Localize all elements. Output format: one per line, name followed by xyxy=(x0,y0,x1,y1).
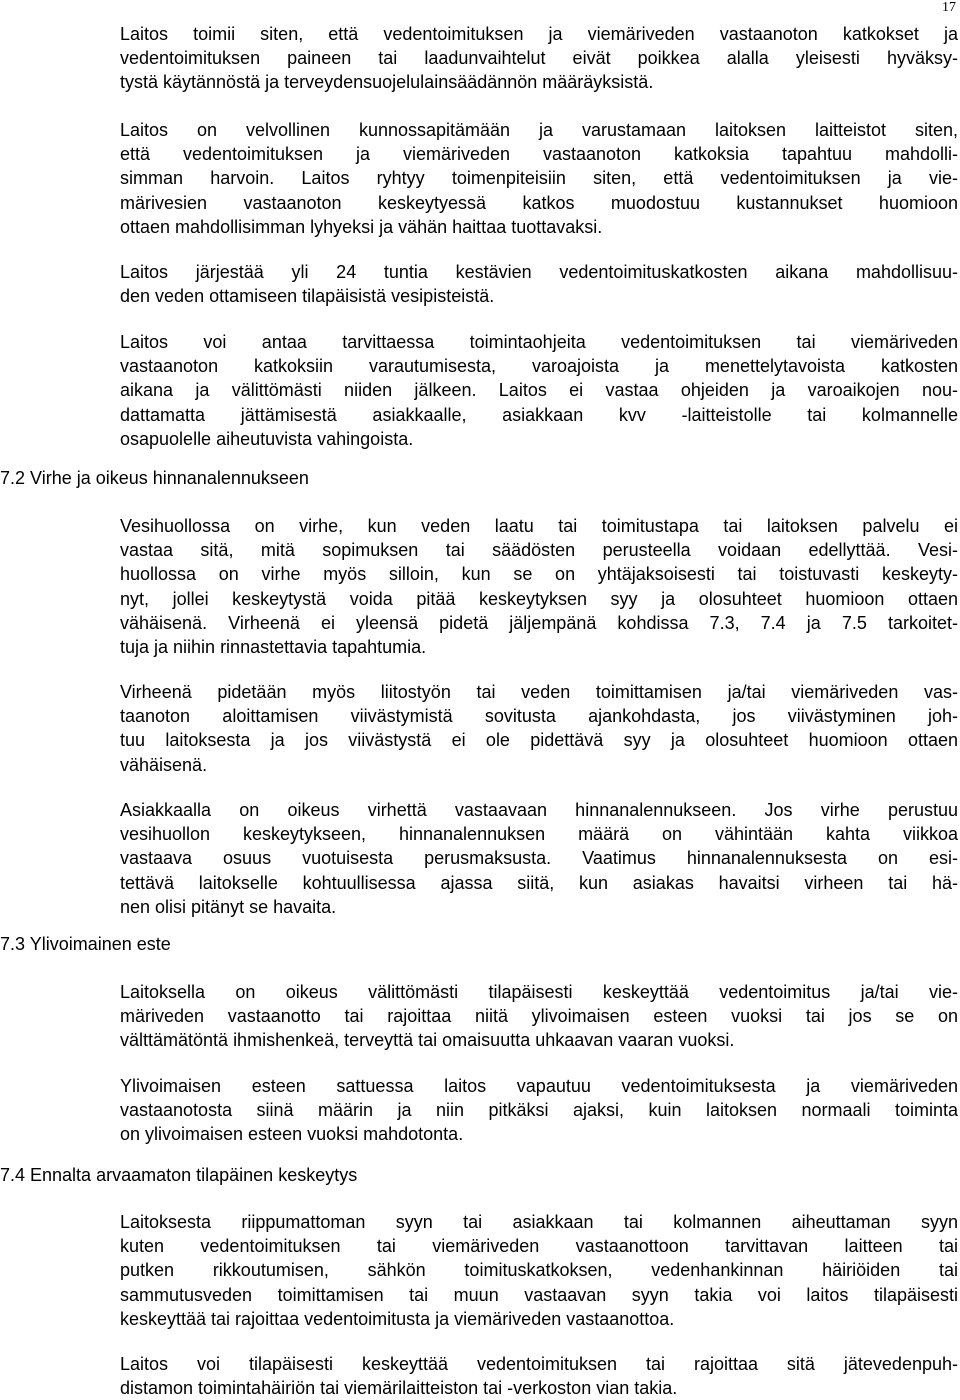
text-line: vastaa sitä, mitä sopimuksen tai säädösten perusteella voidaan edellyttää. Vesi- xyxy=(120,540,958,561)
text-line: nen olisi pitänyt se havaita. xyxy=(120,896,337,917)
text-line: Laitos järjestää yli 24 tuntia kestävien vedentoimituskatkosten aikana mahdollisuu- xyxy=(120,262,958,282)
paragraph xyxy=(120,680,958,777)
text-line: distamon toimintahäiriön tai viemärilaitteiston tai -verkoston vian takia. xyxy=(120,1378,678,1399)
text-line: vastaava osuus vuotuisesta perusmaksusta. Vaatimus hinnanalennuksesta on esi- xyxy=(120,848,958,869)
paragraph xyxy=(120,118,958,239)
text-line: Laitos on velvollinen kunnossapitämään ja varustamaan laitoksen laitteistot siten, xyxy=(120,120,958,140)
text-line: Laitos toimii siten, että vedentoimituksen ja viemäriveden vastaanoton katkokset ja xyxy=(120,24,958,44)
text-line: keskeyttää tai rajoittaa vedentoimitusta ja viemäriveden vastaanottoa. xyxy=(120,1308,675,1329)
text-line: tettävä laitokselle kohtuullisessa ajassa siitä, kun asiakas havaitsi virheen tai hä- xyxy=(120,872,958,893)
text-line: vähäisenä. xyxy=(120,754,208,775)
text-line: vedentoimituksen paineen tai laadunvaihtelut eivät poikkea alalla yleisesti hyväksy- xyxy=(120,48,958,69)
text-line: Asiakkaalla on oikeus virhettä vastaavaan hinnanalennukseen. Jos virhe perustuu xyxy=(120,800,958,820)
text-line: vastaanotosta siinä määrin ja niin pitkäksi ajaksi, kuin laitoksen normaali toiminta xyxy=(120,1100,958,1121)
page-number: 17 xyxy=(942,0,956,15)
paragraph xyxy=(120,798,958,919)
section-heading: 7.3 Ylivoimainen este xyxy=(0,934,171,954)
text-line: ottaen mahdollisimman lyhyeksi ja vähän haittaa tuottavaksi. xyxy=(120,216,603,237)
text-line: vastaanoton katkoksiin varautumisesta, varoajoista ja menettelytavoista katkosten xyxy=(120,356,958,377)
paragraph xyxy=(120,1210,958,1331)
text-line: Ylivoimaisen esteen sattuessa laitos vapautuu vedentoimituksesta ja viemäriveden xyxy=(120,1076,958,1096)
paragraph xyxy=(120,1074,958,1147)
text-line: osapuolelle aiheutuvista vahingoista. xyxy=(120,428,414,449)
text-line: tystä käytännöstä ja terveydensuojelulainsäädännön määräyksistä. xyxy=(120,72,654,93)
text-line: vähäisenä. Virheenä ei yleensä pidetä jäljempänä kohdissa 7.3, 7.4 ja 7.5 tarkoitet- xyxy=(120,612,958,633)
text-line: tuu laitoksesta ja jos viivästystä ei ole pidettävä syy ja olosuhteet huomioon ottaen xyxy=(120,730,958,751)
text-line: taanoton aloittamisen viivästymistä sovitusta ajankohdasta, jos viivästyminen joh- xyxy=(120,706,958,727)
text-line: putken rikkoutumisen, sähkön toimituskatkoksen, vedenhankinnan häiriöiden tai xyxy=(120,1260,958,1281)
text-line: on ylivoimaisen esteen vuoksi mahdotonta. xyxy=(120,1124,464,1145)
text-line: Laitoksesta riippumattoman syyn tai asiakkaan tai kolmannen aiheuttaman syyn xyxy=(120,1212,958,1232)
text-line: Laitos voi tilapäisesti keskeyttää vedentoimituksen tai rajoittaa sitä jätevedenpuh- xyxy=(120,1354,958,1374)
text-line: vesihuollon keskeytykseen, hinnanalennuksen määrä on vähintään kahta viikkoa xyxy=(120,824,958,845)
text-line: märiveden vastaanotto tai rajoittaa niitä ylivoimaisen esteen vuoksi tai jos se on xyxy=(120,1006,958,1027)
paragraph xyxy=(120,22,958,95)
text-line: Vesihuollossa on virhe, kun veden laatu tai toimitustapa tai laitoksen palvelu ei xyxy=(120,516,958,536)
text-line: sammutusveden toimittamisen tai muun vastaavan syyn takia voi laitos tilapäisesti xyxy=(120,1284,958,1305)
paragraph xyxy=(120,980,958,1053)
section-heading: 7.4 Ennalta arvaamaton tilapäinen keskeytys xyxy=(0,1165,358,1185)
paragraph xyxy=(120,1352,958,1400)
text-line: kuten vedentoimituksen tai viemäriveden vastaanottoon tarvittavan laitteen tai xyxy=(120,1236,958,1257)
section-heading: 7.2 Virhe ja oikeus hinnanalennukseen xyxy=(0,468,309,488)
text-line: nyt, jollei keskeytystä voida pitää keskeytyksen syy ja olosuhteet huomioon ottaen xyxy=(120,588,958,609)
paragraph xyxy=(120,260,958,308)
text-line: välttämätöntä ihmishenkeä, terveyttä tai omaisuutta uhkaavan vaaran vuoksi. xyxy=(120,1030,735,1051)
text-line: Laitos voi antaa tarvittaessa toimintaohjeita vedentoimituksen tai viemäriveden xyxy=(120,332,958,352)
text-line: den veden ottamiseen tilapäisistä vesipisteistä. xyxy=(120,286,495,307)
text-line: Virheenä pidetään myös liitostyön tai veden toimittamisen ja/tai viemäriveden vas- xyxy=(120,682,958,702)
text-line: tuja ja niihin rinnastettavia tapahtumia. xyxy=(120,637,427,658)
paragraph xyxy=(120,514,958,659)
text-line: märivesien vastaanoton keskeytyessä katkos muodostuu kustannukset huomioon xyxy=(120,192,958,213)
text-line: huollossa on virhe myös silloin, kun se on yhtäjaksoisesti tai toistuvasti keskeyty- xyxy=(120,564,958,585)
paragraph xyxy=(120,330,958,451)
text-line: dattamatta jättämisestä asiakkaalle, asiakkaan kvv -laitteistolle tai kolmannelle xyxy=(120,404,958,425)
text-line: simman harvoin. Laitos ryhtyy toimenpiteisiin siten, että vedentoimituksen ja vie- xyxy=(120,168,958,189)
text-line: että vedentoimituksen ja viemäriveden vastaanoton katkoksia tapahtuu mahdolli- xyxy=(120,144,958,165)
text-line: Laitoksella on oikeus välittömästi tilapäisesti keskeyttää vedentoimitus ja/tai vie- xyxy=(120,982,958,1002)
text-line: aikana ja välittömästi niiden jälkeen. Laitos ei vastaa ohjeiden ja varoaikojen nou- xyxy=(120,380,958,401)
